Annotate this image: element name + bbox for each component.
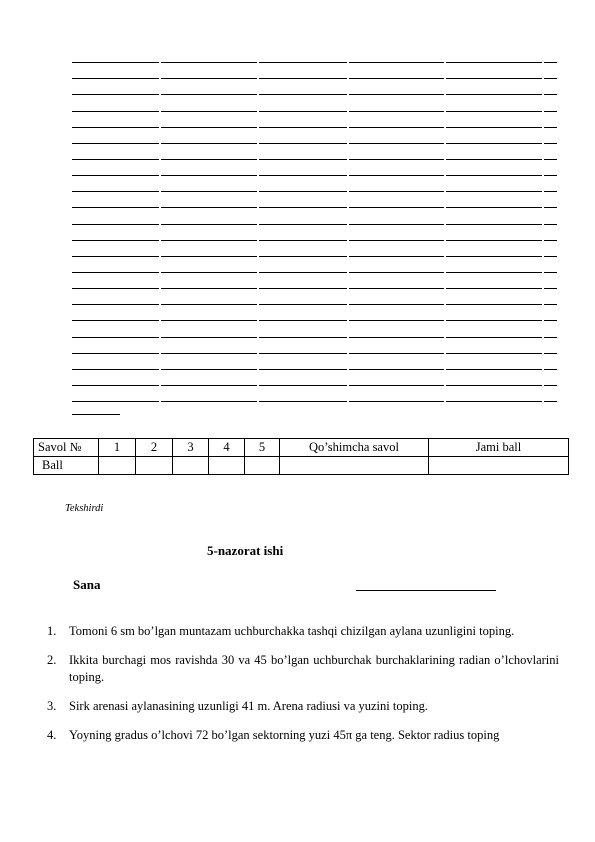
answer-line — [72, 354, 557, 370]
answer-line — [72, 257, 557, 273]
question-item — [47, 623, 559, 640]
grade-header-q2: 2 — [136, 439, 173, 457]
grade-cell-q4[interactable] — [209, 457, 245, 475]
answer-line — [72, 208, 557, 224]
question-number: 1. — [47, 624, 57, 638]
grade-header-extra: Qo’shimcha savol — [280, 439, 429, 457]
answer-line — [72, 241, 557, 257]
answer-line-end — [72, 414, 120, 415]
grade-header-total: Jami ball — [429, 439, 569, 457]
grade-table-ball-row — [34, 457, 569, 475]
grade-table — [33, 438, 569, 475]
grade-header-savol: Savol № — [34, 439, 99, 457]
answer-line — [72, 79, 557, 95]
question-text: Ikkita burchagi mos ravishda 30 va 45 bo’lgan uchburchak burchaklarining radian o’lchovlarini toping. — [69, 653, 559, 684]
question-text: Yoyning gradus o’lchovi 72 bo’lgan sektorning yuzi 45π ga teng. Sektor radius toping — [69, 728, 500, 742]
grade-cell-total[interactable] — [429, 457, 569, 475]
answer-line — [72, 112, 557, 128]
question-text: Tomoni 6 sm bo’lgan muntazam uchburchakka tashqi chizilgan aylana uzunligini toping. — [69, 624, 515, 638]
grade-cell-extra[interactable] — [280, 457, 429, 475]
grade-cell-q2[interactable] — [136, 457, 173, 475]
sana-line — [356, 590, 496, 591]
question-item — [47, 652, 559, 686]
answer-line — [72, 370, 557, 386]
question-text: Sirk arenasi aylanasining uzunligi 41 m. Arena radiusi va yuzini toping. — [69, 699, 428, 713]
answer-line — [72, 273, 557, 289]
grade-cell-q5[interactable] — [245, 457, 280, 475]
grade-row-label: Ball — [34, 457, 99, 475]
answer-line — [72, 47, 557, 63]
answer-line — [72, 144, 557, 160]
answer-line — [72, 95, 557, 111]
answer-line — [72, 225, 557, 241]
answer-line — [72, 321, 557, 337]
question-item — [47, 698, 559, 715]
grade-cell-q1[interactable] — [99, 457, 136, 475]
answer-line — [72, 289, 557, 305]
question-number: 3. — [47, 699, 57, 713]
questions-list — [47, 623, 559, 756]
grade-cell-q3[interactable] — [173, 457, 209, 475]
answer-lines-block — [72, 47, 557, 402]
answer-line — [72, 63, 557, 79]
question-item — [47, 727, 559, 744]
sana-label: Sana — [73, 577, 101, 592]
answer-line — [72, 305, 557, 321]
question-number: 4. — [47, 728, 57, 742]
grade-header-q3: 3 — [173, 439, 209, 457]
answer-line — [72, 192, 557, 208]
page-title: 5-nazorat ishi — [207, 543, 284, 558]
answer-line — [72, 160, 557, 176]
answer-line — [72, 176, 557, 192]
grade-header-q1: 1 — [99, 439, 136, 457]
grade-header-q5: 5 — [245, 439, 280, 457]
tekshirdi-label: Tekshirdi — [65, 503, 104, 514]
answer-line — [72, 386, 557, 402]
grade-table-header-row — [34, 439, 569, 457]
grade-header-q4: 4 — [209, 439, 245, 457]
question-number: 2. — [47, 653, 57, 667]
answer-line — [72, 128, 557, 144]
answer-line — [72, 338, 557, 354]
